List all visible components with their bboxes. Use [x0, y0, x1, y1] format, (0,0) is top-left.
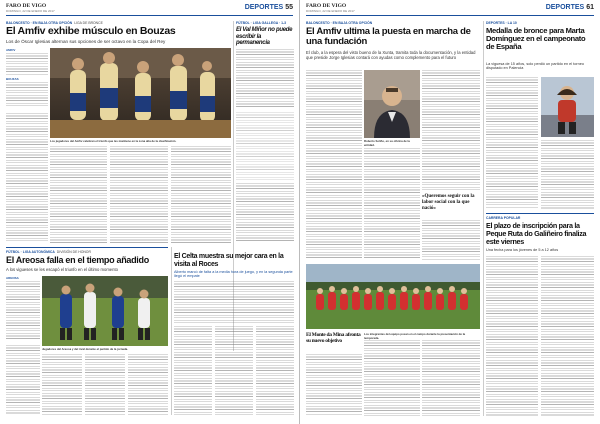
team-photo [306, 264, 480, 329]
section-label: DEPORTES [545, 4, 585, 11]
portrait-image [364, 70, 420, 138]
lead-photo [50, 48, 231, 138]
bronze-photo [541, 77, 594, 137]
lead-body-col-2 [50, 146, 107, 243]
lower-col-2 [364, 340, 420, 416]
areosa-kicker-text: FÚTBOL · LIGA AUTONÓMICA [6, 250, 55, 254]
column-rule [483, 21, 484, 416]
right-lead-col-3b [422, 220, 480, 260]
lineup-text [6, 82, 48, 108]
player-photo [541, 77, 594, 137]
right-lead-col-3 [422, 70, 480, 190]
lower-col-3 [422, 340, 480, 416]
lineup-text [6, 53, 48, 75]
lower-col-1 [306, 354, 362, 416]
team-photo-caption: Los integrantes del equipo posan en el campo durante la presentación de la temporada. [364, 332, 466, 340]
areosa-kicker-sub: DIVISIÓN DE HONOR [56, 250, 91, 254]
section-title [245, 4, 293, 11]
side-kicker: FÚTBOL · LIGA GALLEGA · 1-3 [236, 21, 286, 25]
lineup-title-areosa: AREOSA [6, 276, 19, 280]
newspaper-logo: FARO DE VIGO [6, 3, 47, 9]
lead-photo-caption: Los jugadores del Amfiv celebran el triunfo que les mantiene en la zona alta de la clasificación. [50, 139, 177, 143]
side-lineups-text [236, 49, 294, 109]
side-headline: El Val Miñor no puede escribir la permanencia [236, 27, 293, 46]
side-body-text [236, 112, 294, 180]
right-lead-standfirst: El club, a la espera del visto bueno de la Xunta, tramita toda la documentación, y la entidad que preside Jorge Iglesias contará con ayudas como complemento para el futuro [306, 50, 476, 60]
lead-body-col-4 [171, 146, 231, 243]
football-photo [42, 276, 168, 346]
issue-date: DOMINGO, 22 DE ENERO DE 2017 [6, 9, 55, 13]
issue-date: DOMINGO, 22 DE ENERO DE 2017 [306, 9, 355, 13]
right-lead-col-2 [364, 148, 420, 260]
celta-standfirst: Alberto marcó de falta a la media hora de juego, y en la segunda parte llegó el empate [174, 270, 293, 279]
peque-kicker: CARRERA POPULAR [486, 216, 521, 220]
right-lead-kicker: BALONCESTO · EN BAJA OTRA OPCIÓN [306, 21, 373, 25]
lineup-box-areosa [6, 276, 40, 342]
section-rule [6, 247, 168, 248]
lead-standfirst: Los de Óscar Iglesias alternan sus opciones de ser octavo en la Copa del Rey [6, 39, 166, 44]
page-number: 55 [285, 4, 293, 11]
section-rule [486, 213, 594, 214]
section-label: DEPORTES [244, 4, 284, 11]
side-body-text-2 [236, 183, 294, 243]
celta-body-col-3 [256, 326, 294, 415]
bronze-kicker: DEPORTES · LA 10 [486, 21, 517, 25]
right-lead-col-1 [306, 70, 362, 260]
celta-headline: El Celta muestra su mejor cara en la visita al Roces [174, 253, 284, 268]
areosa-body-col-3 [85, 354, 125, 415]
bronze-col-2 [541, 140, 594, 209]
peque-standfirst: Una fecha para los jóvenes de 5 a 12 años [486, 248, 559, 252]
lineup-title-bouzas: BOUZAS [6, 77, 19, 81]
right-pull-quote: «Queremos seguir con la labor social con la que nació» [422, 194, 475, 211]
column-rule [171, 247, 172, 415]
team-image [306, 264, 480, 329]
areosa-photo-caption: Jugadores del Areosa y del rival durante el partido de la jornada. [42, 347, 129, 351]
lead-body-col-3 [110, 146, 168, 243]
areosa-body-col-2 [42, 354, 82, 415]
basketball-photo [50, 48, 231, 138]
lineup-title-amfiv: AMFIV [6, 48, 16, 52]
portrait-photo [364, 70, 420, 138]
peque-headline: El plazo de inscripción para la Peque Ruta do Galiñeiro finaliza este viernes [486, 221, 587, 246]
section-title [546, 4, 594, 11]
lead-kicker-sub: LIGA DE BRONCE [74, 21, 103, 25]
portrait-caption: Roberto Soliño, en su oficina de la entidad. [364, 139, 410, 147]
areosa-body-col-1 [6, 345, 40, 415]
newspaper-logo: FARO DE VIGO [306, 3, 347, 9]
areosa-body-col-4 [128, 354, 168, 415]
celta-lineup-text [174, 281, 294, 323]
lead-headline: El Amfiv exhibe músculo en Bouzas [6, 25, 176, 37]
celta-body-col-1 [174, 326, 212, 415]
right-page [300, 0, 600, 424]
areosa-standfirst: A los vigueses se les escapó el triunfo en el último momento [6, 267, 118, 272]
areosa-headline: El Areosa falla en el tiempo añadido [6, 255, 149, 265]
lead-kicker-text: BALONCESTO · EN BAJA OTRA OPCIÓN [6, 21, 73, 25]
lower-headline: El Monte da Mina afronta su nuevo objetivo [306, 332, 361, 344]
bronze-standfirst: La viguesa de 15 años, solo perdió un partido en el torneo disputado en Palencia [486, 62, 584, 71]
lineup-text [6, 281, 40, 339]
right-masthead [306, 3, 594, 16]
lineup-box-amfiv [6, 48, 48, 110]
lead-body-col-1 [6, 113, 48, 243]
bronze-col-1 [486, 77, 538, 209]
areosa-kicker [6, 250, 166, 254]
celta-table-area [174, 281, 294, 323]
peque-col-2 [541, 256, 594, 416]
celta-body-col-2 [215, 326, 253, 415]
peque-col-1 [486, 256, 538, 416]
bronze-headline: Medalla de bronce para Marta Domínguez en el campeonato de España [486, 26, 586, 52]
areosa-photo [42, 276, 168, 346]
left-masthead [6, 3, 293, 16]
page-number: 61 [586, 4, 594, 11]
right-lead-headline: El Amfiv ultima la puesta en marcha de una fundación [306, 26, 471, 48]
